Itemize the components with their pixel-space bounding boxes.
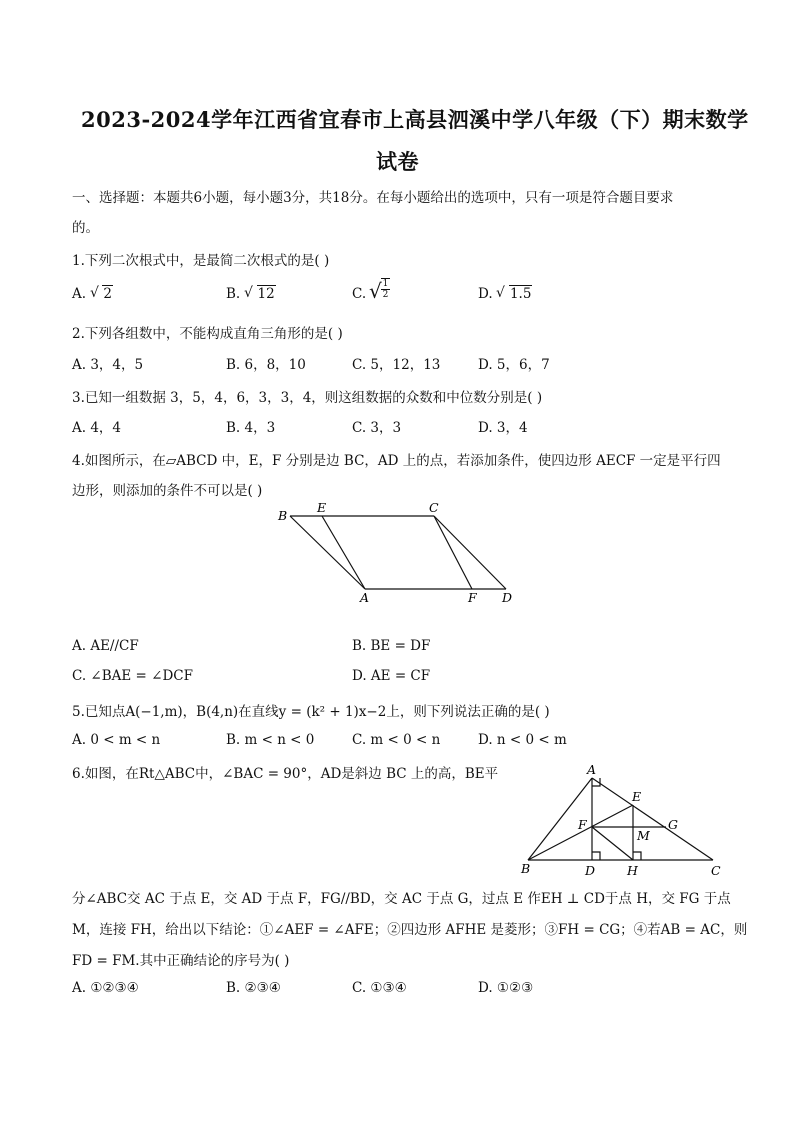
label-b: B — [521, 861, 531, 876]
right-angle-d — [592, 852, 600, 860]
section-heading-line1: 一、选择题：本题共6小题，每小题3分，共18分。在每小题给出的选项中，只有一项是符合题目要求 — [72, 190, 674, 206]
q1-option-a-radical: 2 — [103, 286, 112, 302]
q6-option-b: B. ②③④ — [226, 980, 281, 996]
sqrt-symbol-b: √ — [244, 285, 253, 301]
label-m: M — [637, 828, 650, 843]
q4-option-d: D. AE = CF — [352, 668, 431, 684]
right-angle-h — [633, 852, 641, 860]
q1-option-c-denominator: 2 — [382, 290, 389, 300]
label-f: F — [578, 817, 587, 832]
label-a: A — [360, 590, 370, 605]
q6-stem-line1: 6.如图，在Rt△ABC中，∠BAC = 90°，AD是斜边 BC 上的高，BE平 — [72, 766, 499, 782]
label-h: H — [627, 863, 638, 878]
page-title-line1: 2023-2024学年江西省宜春市上高县泗溪中学八年级（下）期末数学 — [81, 107, 749, 132]
q2-stem: 2.下列各组数中，不能构成直角三角形的是( ) — [72, 326, 343, 342]
q6-option-a: A. ①②③④ — [72, 980, 139, 996]
label-d: D — [502, 590, 513, 605]
sqrt-symbol-c: √ — [369, 279, 382, 303]
sqrt-symbol-d: √ — [496, 285, 505, 301]
section-heading-line2: 的。 — [72, 220, 99, 236]
q3-option-c: C. 3，3 — [352, 420, 402, 436]
q1-stem: 1.下列二次根式中，是最简二次根式的是( ) — [72, 253, 330, 269]
label-f: F — [468, 590, 477, 605]
q1-option-b-label: B. — [226, 286, 241, 302]
q1-option-c-numerator: 1 — [382, 279, 389, 289]
label-a: A — [587, 762, 597, 777]
q6-option-c: C. ①③④ — [352, 980, 407, 996]
q1-option-c-label: C. — [352, 286, 367, 302]
q3-stem: 3.已知一组数据 3，5，4，6，3，3，4，则这组数据的众数和中位数分别是( ) — [72, 390, 543, 406]
q2-option-b: B. 6，8，10 — [226, 357, 306, 373]
q1-option-d-label: D. — [478, 286, 493, 302]
page-title-line2: 试卷 — [376, 149, 419, 174]
q5-option-b: B. m < n < 0 — [226, 732, 315, 748]
q1-option-a-label: A. — [72, 286, 87, 302]
q4-stem-line1: 4.如图所示，在▱ABCD 中，E，F 分别是边 BC，AD 上的点，若添加条件，使四边形 AECF 一定是平行四 — [72, 453, 721, 469]
segment-be — [528, 805, 633, 860]
label-e: E — [632, 789, 642, 804]
q2-option-d: D. 5，6，7 — [478, 357, 550, 373]
q4-option-c: C. ∠BAE = ∠DCF — [72, 668, 193, 684]
q6-stem-line2: 分∠ABC交 AC 于点 E，交 AD 于点 F，FG//BD，交 AC 于点 G，过点 E 作EH ⊥ CD于点 H，交 FG 于点 — [72, 891, 731, 907]
label-b: B — [278, 508, 288, 523]
q1-option-d-radical: 1.5 — [509, 286, 532, 302]
q3-option-a: A. 4，4 — [72, 420, 122, 436]
segment-ac — [592, 778, 713, 860]
q6-stem-line4: FD = FM.其中正确结论的序号为( ) — [72, 953, 290, 969]
q6-option-d: D. ①②③ — [478, 980, 534, 996]
q5-option-a: A. 0 < m < n — [72, 732, 161, 748]
label-c: C — [429, 500, 439, 515]
label-e: E — [317, 500, 327, 515]
q3-option-b: B. 4，3 — [226, 420, 276, 436]
q5-stem: 5.已知点A(−1,m)，B(4,n)在直线y = (k² + 1)x−2上，则下列说法正确的是( ) — [72, 704, 550, 720]
label-g: G — [668, 817, 678, 832]
q6-stem-line3: M，连接 FH，给出以下结论：①∠AEF = ∠AFE；②四边形 AFHE 是菱形；③FH = CG；④若AB = AC，则 — [72, 922, 748, 938]
sqrt-symbol-a: √ — [90, 285, 99, 301]
q1-option-b-radical: 12 — [257, 286, 275, 302]
label-c: C — [711, 863, 721, 878]
q3-option-d: D. 3，4 — [478, 420, 528, 436]
q5-option-d: D. n < 0 < m — [478, 732, 567, 748]
label-d: D — [585, 863, 596, 878]
q4-stem-line2: 边形，则添加的条件不可以是( ) — [72, 483, 263, 499]
q2-option-a: A. 3，4，5 — [72, 357, 144, 373]
q5-option-c: C. m < 0 < n — [352, 732, 441, 748]
segment-fh — [592, 827, 633, 860]
q2-option-c: C. 5，12，13 — [352, 357, 441, 373]
q4-option-b: B. BE = DF — [352, 638, 431, 654]
q4-option-a: A. AE//CF — [72, 638, 139, 654]
